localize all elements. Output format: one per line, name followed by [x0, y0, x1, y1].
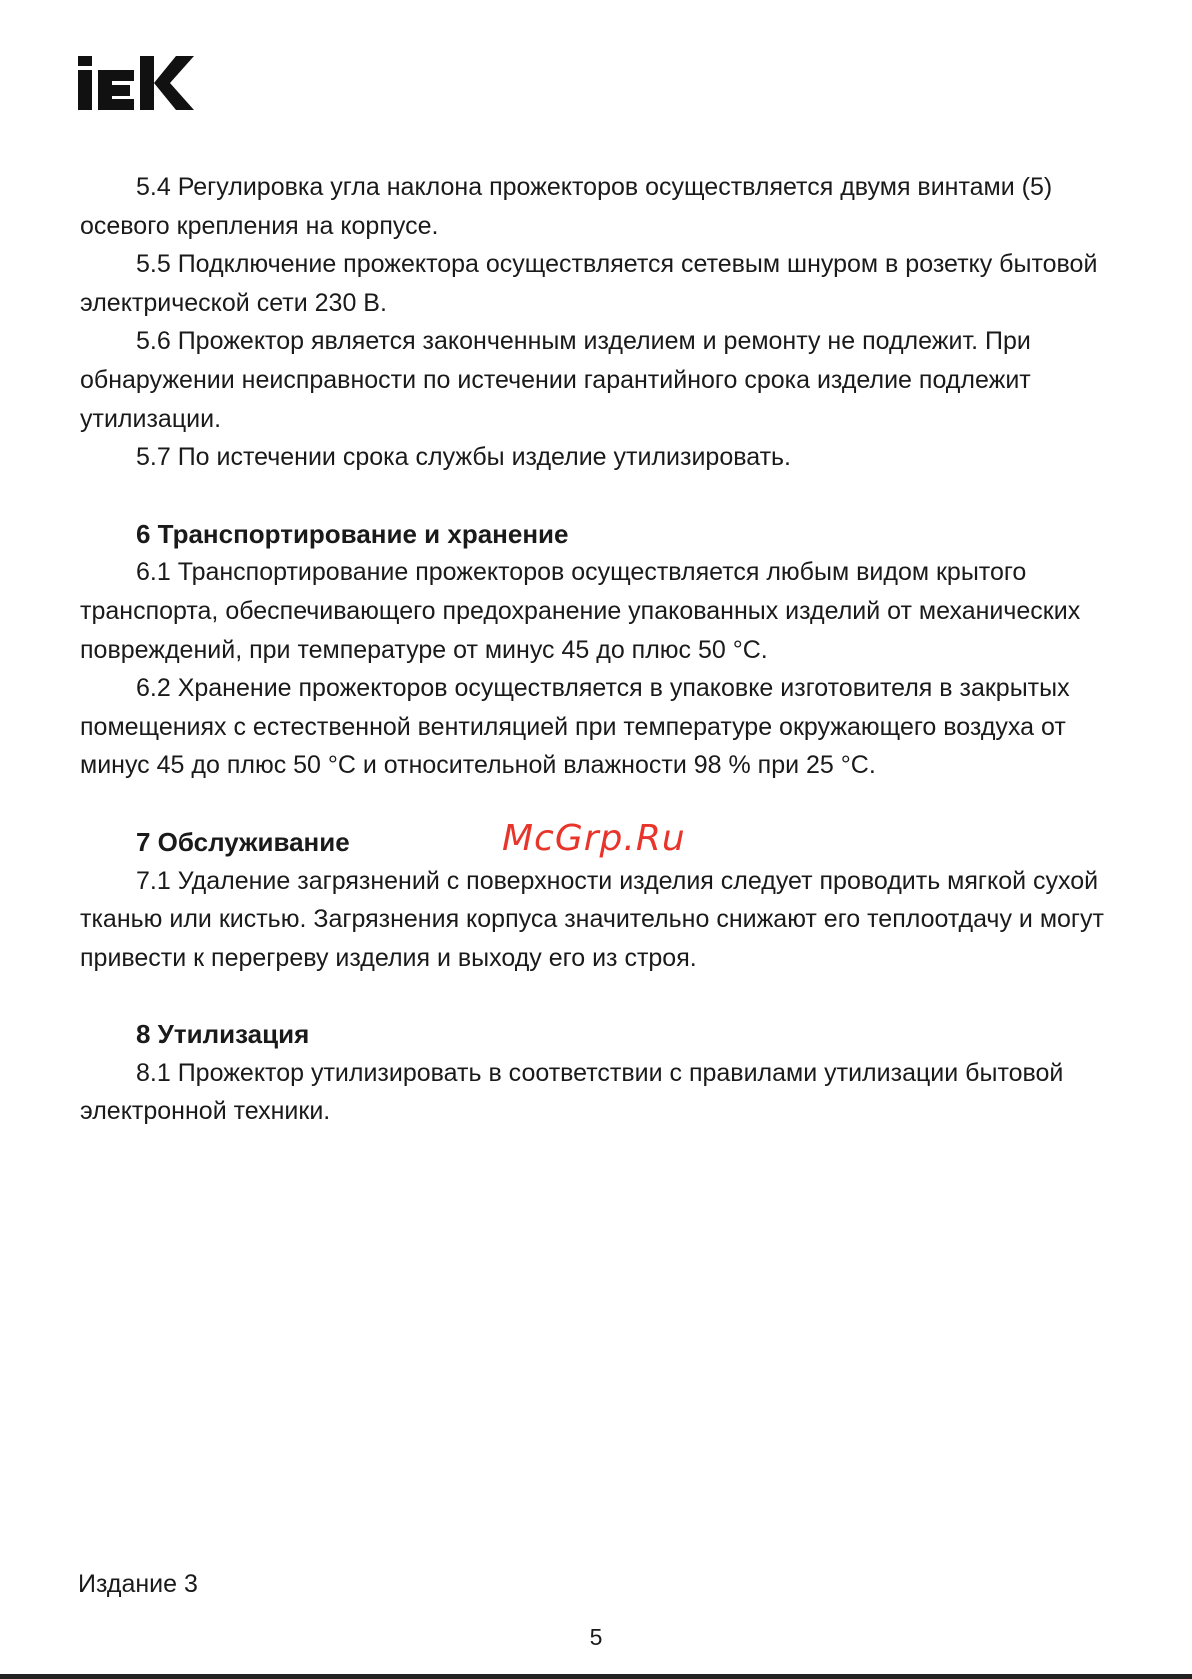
paragraph-5-6: 5.6 Прожектор является законченным изделием и ремонту не подлежит. При обнаружении неисправности по истечении гарантийного срока изделие подлежит утилизации. — [80, 327, 1031, 433]
page-number: 5 — [589, 1624, 603, 1650]
paragraph-5-4: 5.4 Регулировка угла наклона прожекторов осуществляется двумя винтами (5) осевого крепления на корпусе. — [80, 173, 1053, 240]
heading-section-7: 7 Обслуживание — [136, 826, 350, 857]
bottom-divider — [0, 1674, 1192, 1679]
paragraph-8-1: 8.1 Прожектор утилизировать в соответствии с правилами утилизации бытовой электронной техники. — [80, 1058, 1064, 1126]
heading-section-6: 6 Транспортирование и хранение — [136, 518, 569, 549]
paragraph-6-2: 6.2 Хранение прожекторов осуществляется в упаковке изготовителя в закрытых помещениях с естественной вентиляцией при температуре окружающего воздуха от минус 45 до плюс 50 °С и относительной влажности 98 % при 25 °С. — [80, 674, 1070, 780]
paragraph-5-7: 5.7 По истечении срока службы изделие утилизировать. — [136, 443, 792, 472]
paragraph-7-1: 7.1 Удаление загрязнений с поверхности изделия следует проводить мягкой сухой тканью или кистью. Загрязнения корпуса значительно снижают его теплоотдачу и могут привести к перегреву изделия и выходу его из строя. — [80, 866, 1104, 972]
paragraph-6-1: 6.1 Транспортирование прожекторов осуществляется любым видом крытого транспорта, обеспечивающего предохранение упакованных изделий от механических повреждений, при температуре от минус 45 до плюс 50 °С. — [80, 558, 1081, 664]
heading-section-8: 8 Утилизация — [136, 1019, 310, 1050]
iek-logo — [78, 56, 194, 110]
edition-label: Издание 3 — [78, 1570, 198, 1598]
document-body — [80, 168, 1120, 1131]
watermark-text: McGrp.Ru — [502, 818, 686, 859]
paragraph-5-5: 5.5 Подключение прожектора осуществляется сетевым шнуром в розетку бытовой электрической сети 230 В. — [80, 250, 1098, 317]
